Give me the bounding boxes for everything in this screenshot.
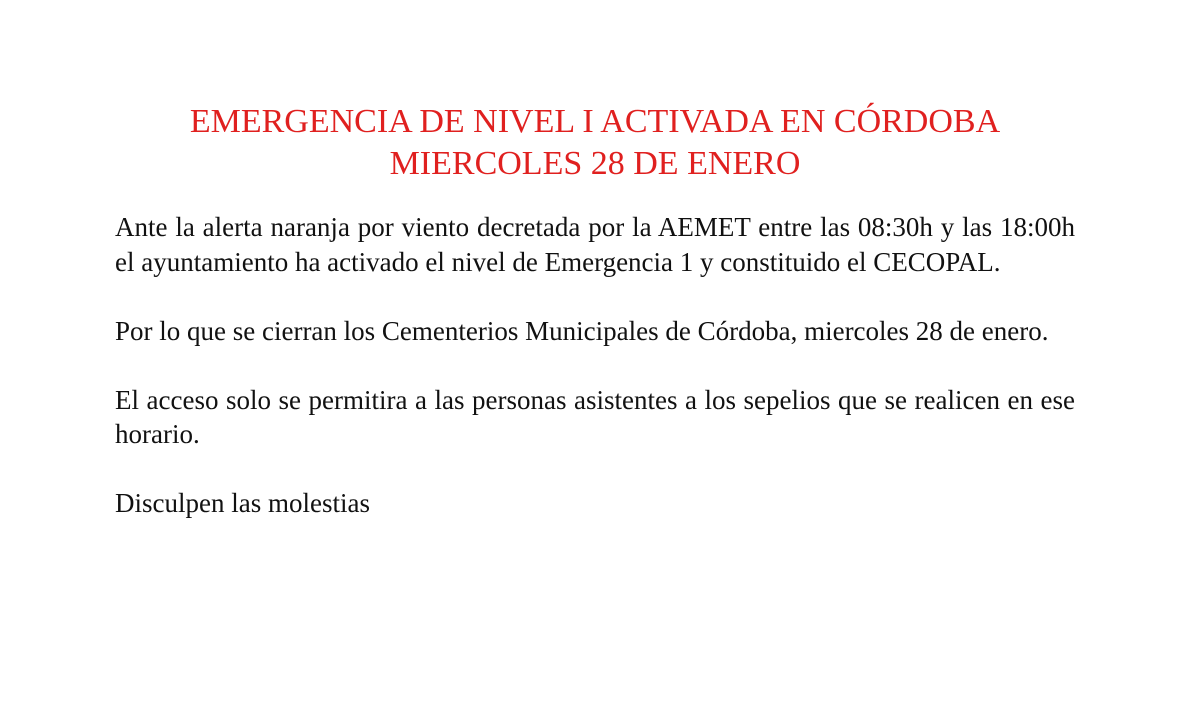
notice-title-line-2: MIERCOLES 28 DE ENERO <box>389 145 801 182</box>
notice-title-line-1: EMERGENCIA DE NIVEL I ACTIVADA EN CÓRDOBA <box>189 103 1001 140</box>
paragraph-access: El acceso solo se permitira a las personas asistentes a los sepelios que se realicen en ese horario. <box>115 384 1075 449</box>
paragraph-alert: Ante la alerta naranja por viento decretada por la AEMET entre las 08:30h y las 18:00h el ayuntamiento ha activado el nivel de Emergencia 1 y constituido el CECOPAL. <box>115 212 1075 277</box>
paragraph-cemetery-closure: Por lo que se cierran los Cementerios Municipales de Córdoba, miercoles 28 de enero. <box>115 315 1049 346</box>
emergency-notice <box>115 101 1075 521</box>
paragraph-apology: Disculpen las molestias <box>115 488 370 518</box>
notice-title <box>115 101 1075 185</box>
notice-body <box>115 210 1075 521</box>
